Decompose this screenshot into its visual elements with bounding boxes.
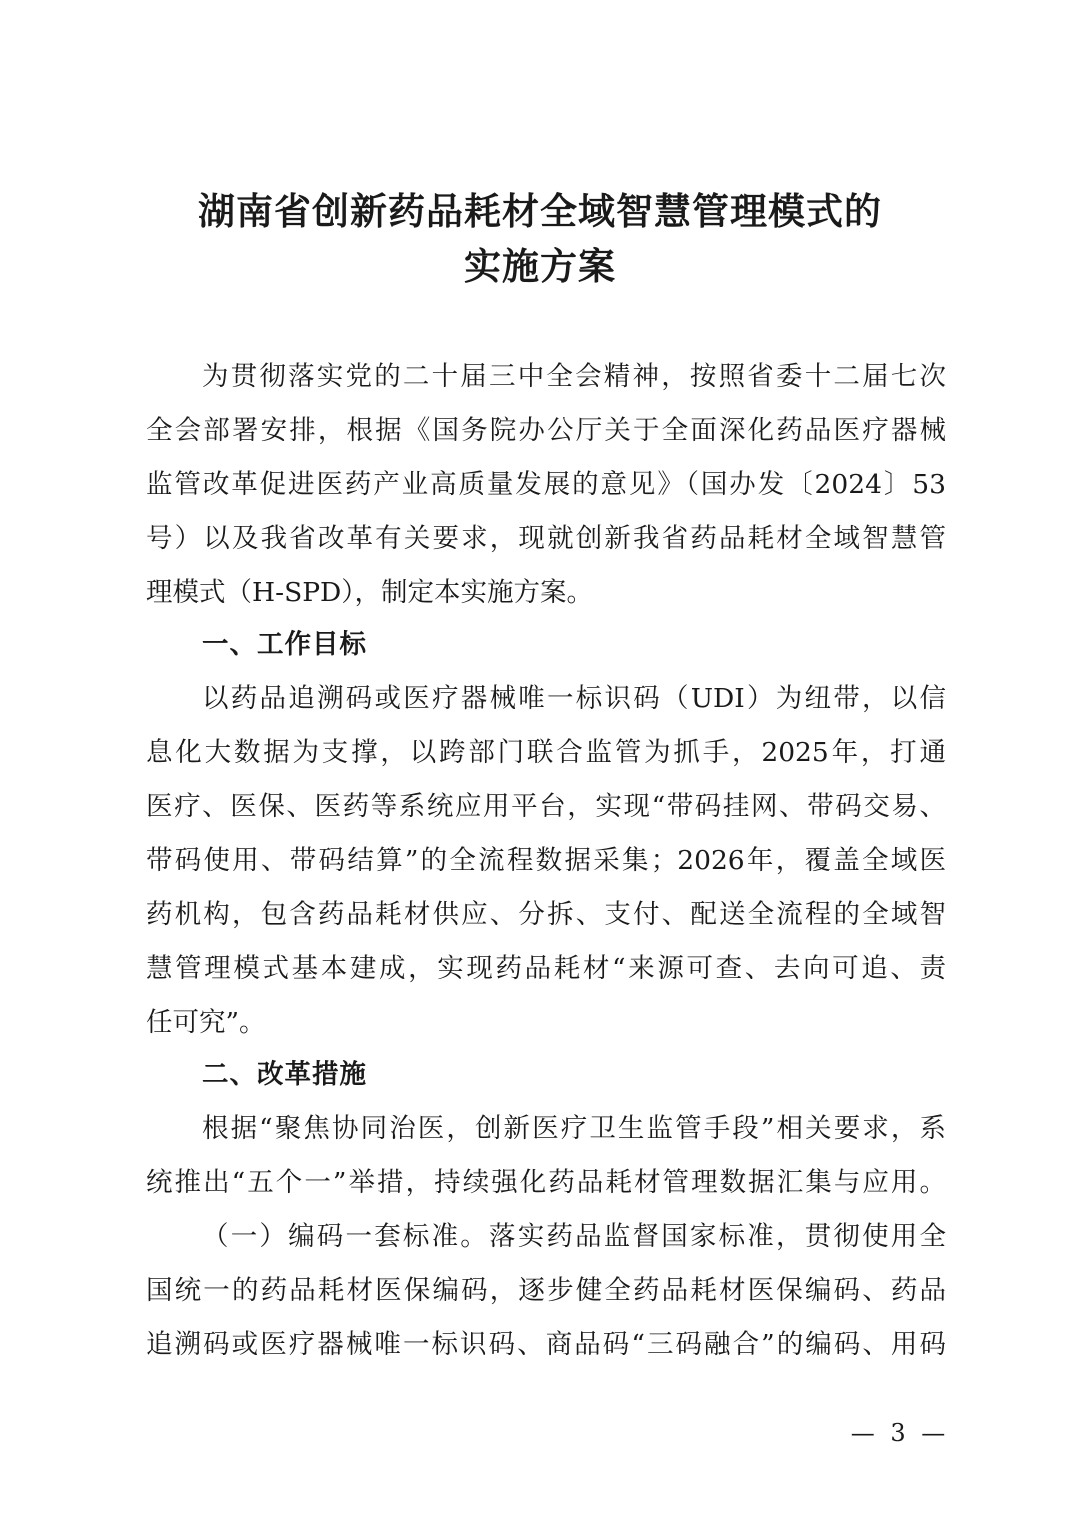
- section-heading-goals: 一、工作目标: [202, 629, 367, 660]
- paragraph-line: 监管改革促进医药产业高质量发展的意见》（国办发〔2024〕53: [146, 469, 946, 500]
- paragraph-line: 统推出“五个一”举措，持续强化药品耗材管理数据汇集与应用。: [146, 1167, 946, 1198]
- page-number: — 3 —: [850, 1419, 950, 1447]
- paragraph-line: 药机构，包含药品耗材供应、分拆、支付、配送全流程的全域智: [146, 899, 946, 930]
- section-heading-measures: 二、改革措施: [202, 1059, 367, 1090]
- paragraph-line: 息化大数据为支撑，以跨部门联合监管为抓手，2025年，打通: [146, 737, 946, 768]
- paragraph-line: 全会部署安排，根据《国务院办公厅关于全面深化药品医疗器械: [146, 415, 946, 446]
- paragraph-line: 任可究”。: [146, 1007, 266, 1038]
- document-title-line-2: 实施方案: [464, 245, 616, 288]
- paragraph-line: 以药品追溯码或医疗器械唯一标识码（UDI）为纽带，以信: [202, 683, 946, 714]
- paragraph-line: 国统一的药品耗材医保编码，逐步健全药品耗材医保编码、药品: [146, 1275, 946, 1306]
- paragraph-line: 号）以及我省改革有关要求，现就创新我省药品耗材全域智慧管: [146, 523, 946, 554]
- paragraph-line: 慧管理模式基本建成，实现药品耗材“来源可查、去向可追、责: [146, 953, 946, 984]
- paragraph-line: （一）编码一套标准。落实药品监督国家标准，贯彻使用全: [202, 1221, 946, 1252]
- paragraph-line: 根据“聚焦协同治医，创新医疗卫生监管手段”相关要求，系: [202, 1113, 946, 1144]
- paragraph-line: 医疗、医保、医药等系统应用平台，实现“带码挂网、带码交易、: [146, 791, 946, 822]
- paragraph-line: 理模式（H-SPD），制定本实施方案。: [146, 577, 594, 608]
- paragraph-line: 为贯彻落实党的二十届三中全会精神，按照省委十二届七次: [202, 361, 946, 392]
- paragraph-line: 带码使用、带码结算”的全流程数据采集；2026年，覆盖全域医: [146, 845, 946, 876]
- paragraph-line: 追溯码或医疗器械唯一标识码、商品码“三码融合”的编码、用码: [146, 1329, 946, 1360]
- document-title-line-1: 湖南省创新药品耗材全域智慧管理模式的: [198, 190, 882, 233]
